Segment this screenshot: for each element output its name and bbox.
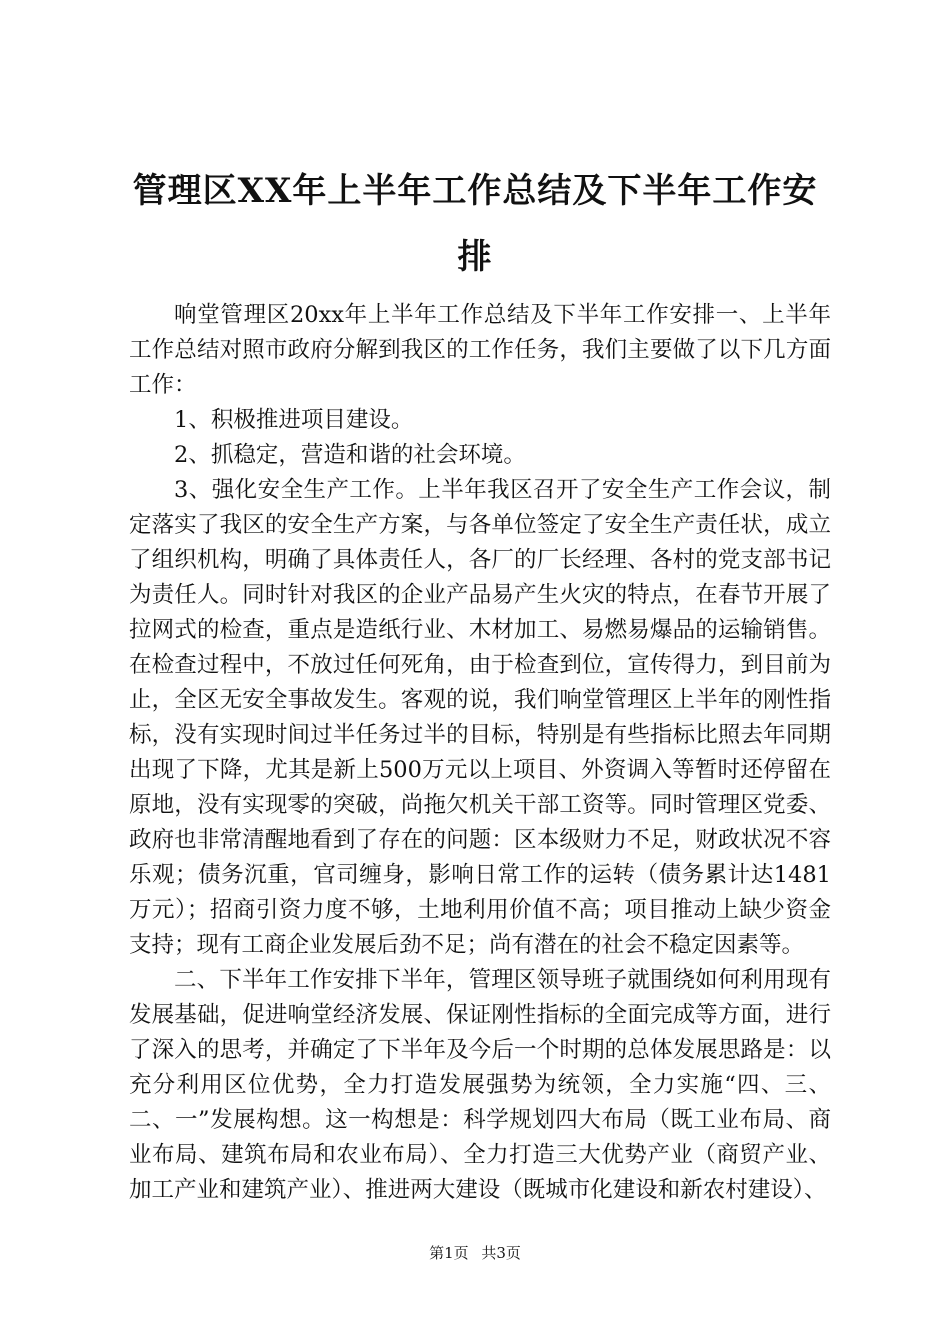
- document-title: 管理区XX年上半年工作总结及下半年工作安排: [132, 171, 818, 277]
- page-footer: [0, 1243, 950, 1263]
- page-number: 第1页: [429, 1244, 469, 1262]
- page-total: 共3页: [481, 1244, 521, 1262]
- paragraph-intro: 响堂管理区20xx年上半年工作总结及下半年工作安排一、上半年工作总结对照市政府分解到我区的工作任务，我们主要做了以下几方面工作：: [129, 302, 831, 398]
- paragraph-item-3: 3、强化安全生产工作。上半年我区召开了安全生产工作会议，制定落实了我区的安全生产方案，与各单位签定了安全生产责任状，成立了组织机构，明确了具体责任人，各厂的厂长经理、各村的党支部书记为责任人。同时针对我区的企业产品易产生火灾的特点，在春节开展了拉网式的检查，重点是造纸行业、木材加工、易燃易爆品的运输销售。在检查过程中，不放过任何死角，由于检查到位，宣传得力，到目前为止，全区无安全事故发生。客观的说，我们响堂管理区上半年的刚性指标，没有实现时间过半任务过半的目标，特别是有些指标比照去年同期出现了下降，尤其是新上500万元以上项目、外资调入等暂时还停留在原地，没有实现零的突破，尚拖欠机关干部工资等。同时管理区党委、政府也非常清醒地看到了存在的问题：区本级财力不足，财政状况不容乐观；债务沉重，官司缠身，影响日常工作的运转（债务累计达1481万元）；招商引资力度不够，土地利用价值不高；项目推动上缺少资金支持；现有工商企业发展后劲不足；尚有潜在的社会不稳定因素等。: [129, 477, 831, 958]
- paragraph-item-1: 1、积极推进项目建设。: [174, 407, 414, 433]
- paragraph-item-2: 2、抓稳定，营造和谐的社会环境。: [174, 442, 526, 468]
- paragraph-second-half: 二、下半年工作安排下半年，管理区领导班子就围绕如何利用现有发展基础，促进响堂经济发展、保证刚性指标的全面完成等方面，进行了深入的思考，并确定了下半年及今后一个时期的总体发展思路是：以充分利用区位优势，全力打造发展强势为统领，全力实施“四、三、二、一”发展构想。这一构想是：科学规划四大布局（既工业布局、商业布局、建筑布局和农业布局）、全力打造三大优势产业（商贸产业、加工产业和建筑产业）、推进两大建设（既城市化建设和新农村建设）、: [129, 967, 831, 1203]
- document-body: [129, 298, 831, 1208]
